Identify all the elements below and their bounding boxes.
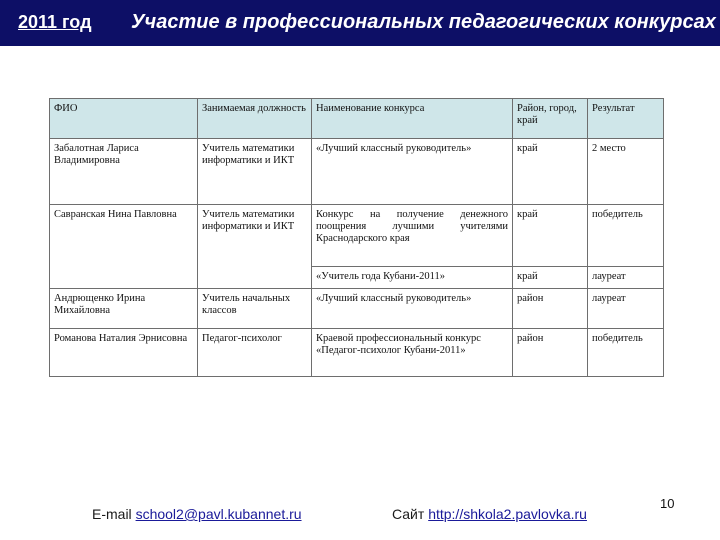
table-row: [50, 289, 664, 329]
table-cell: Савранская Нина Павловна: [50, 205, 198, 289]
email-footer: [92, 506, 302, 522]
table-cell: Забалотная Лариса Владимировна: [50, 139, 198, 205]
table-cell: край: [513, 205, 588, 267]
table-cell: район: [513, 329, 588, 377]
table-cell: Конкурс на получение денежного поощрения лучшими учителями Краснодарского края: [312, 205, 513, 267]
table-cell: Учитель математики информатики и ИКТ: [198, 139, 312, 205]
table-cell: Андрющенко Ирина Михайловна: [50, 289, 198, 329]
table-cell: лауреат: [588, 289, 664, 329]
table-cell: край: [513, 267, 588, 289]
table-cell: Учитель начальных классов: [198, 289, 312, 329]
column-header: Результат: [588, 99, 664, 139]
page-number: 10: [660, 496, 675, 511]
table-cell: Краевой профессиональный конкурс «Педагог-психолог Кубани-2011»: [312, 329, 513, 377]
table-cell: «Учитель года Кубани-2011»: [312, 267, 513, 289]
column-header: Наименование конкурса: [312, 99, 513, 139]
table-header-row: [50, 99, 664, 139]
contests-table: [49, 98, 664, 377]
email-label: E-mail: [92, 506, 136, 522]
column-header: ФИО: [50, 99, 198, 139]
site-link[interactable]: http://shkola2.pavlovka.ru: [428, 506, 587, 522]
table-cell: край: [513, 139, 588, 205]
table-cell: победитель: [588, 329, 664, 377]
site-footer: [392, 506, 587, 522]
table-cell: 2 место: [588, 139, 664, 205]
site-label: Сайт: [392, 506, 429, 522]
table-cell: Учитель математики информатики и ИКТ: [198, 205, 312, 289]
column-header: Занимаемая должность: [198, 99, 312, 139]
table-cell: лауреат: [588, 267, 664, 289]
table-cell: район: [513, 289, 588, 329]
table-cell: Романова Наталия Эрнисовна: [50, 329, 198, 377]
table-row: [50, 329, 664, 377]
table-cell: Педагог-психолог: [198, 329, 312, 377]
title-bar: [0, 0, 720, 46]
table-row: [50, 205, 664, 267]
year-label: 2011 год: [18, 12, 92, 32]
table-cell: победитель: [588, 205, 664, 267]
page-title: Участие в профессиональных педагогических конкурсах: [131, 11, 716, 33]
email-link[interactable]: school2@pavl.kubannet.ru: [135, 506, 302, 522]
table-cell: «Лучший классный руководитель»: [312, 289, 513, 329]
table-cell: «Лучший классный руководитель»: [312, 139, 513, 205]
column-header: Район, город, край: [513, 99, 588, 139]
table-row: [50, 139, 664, 205]
